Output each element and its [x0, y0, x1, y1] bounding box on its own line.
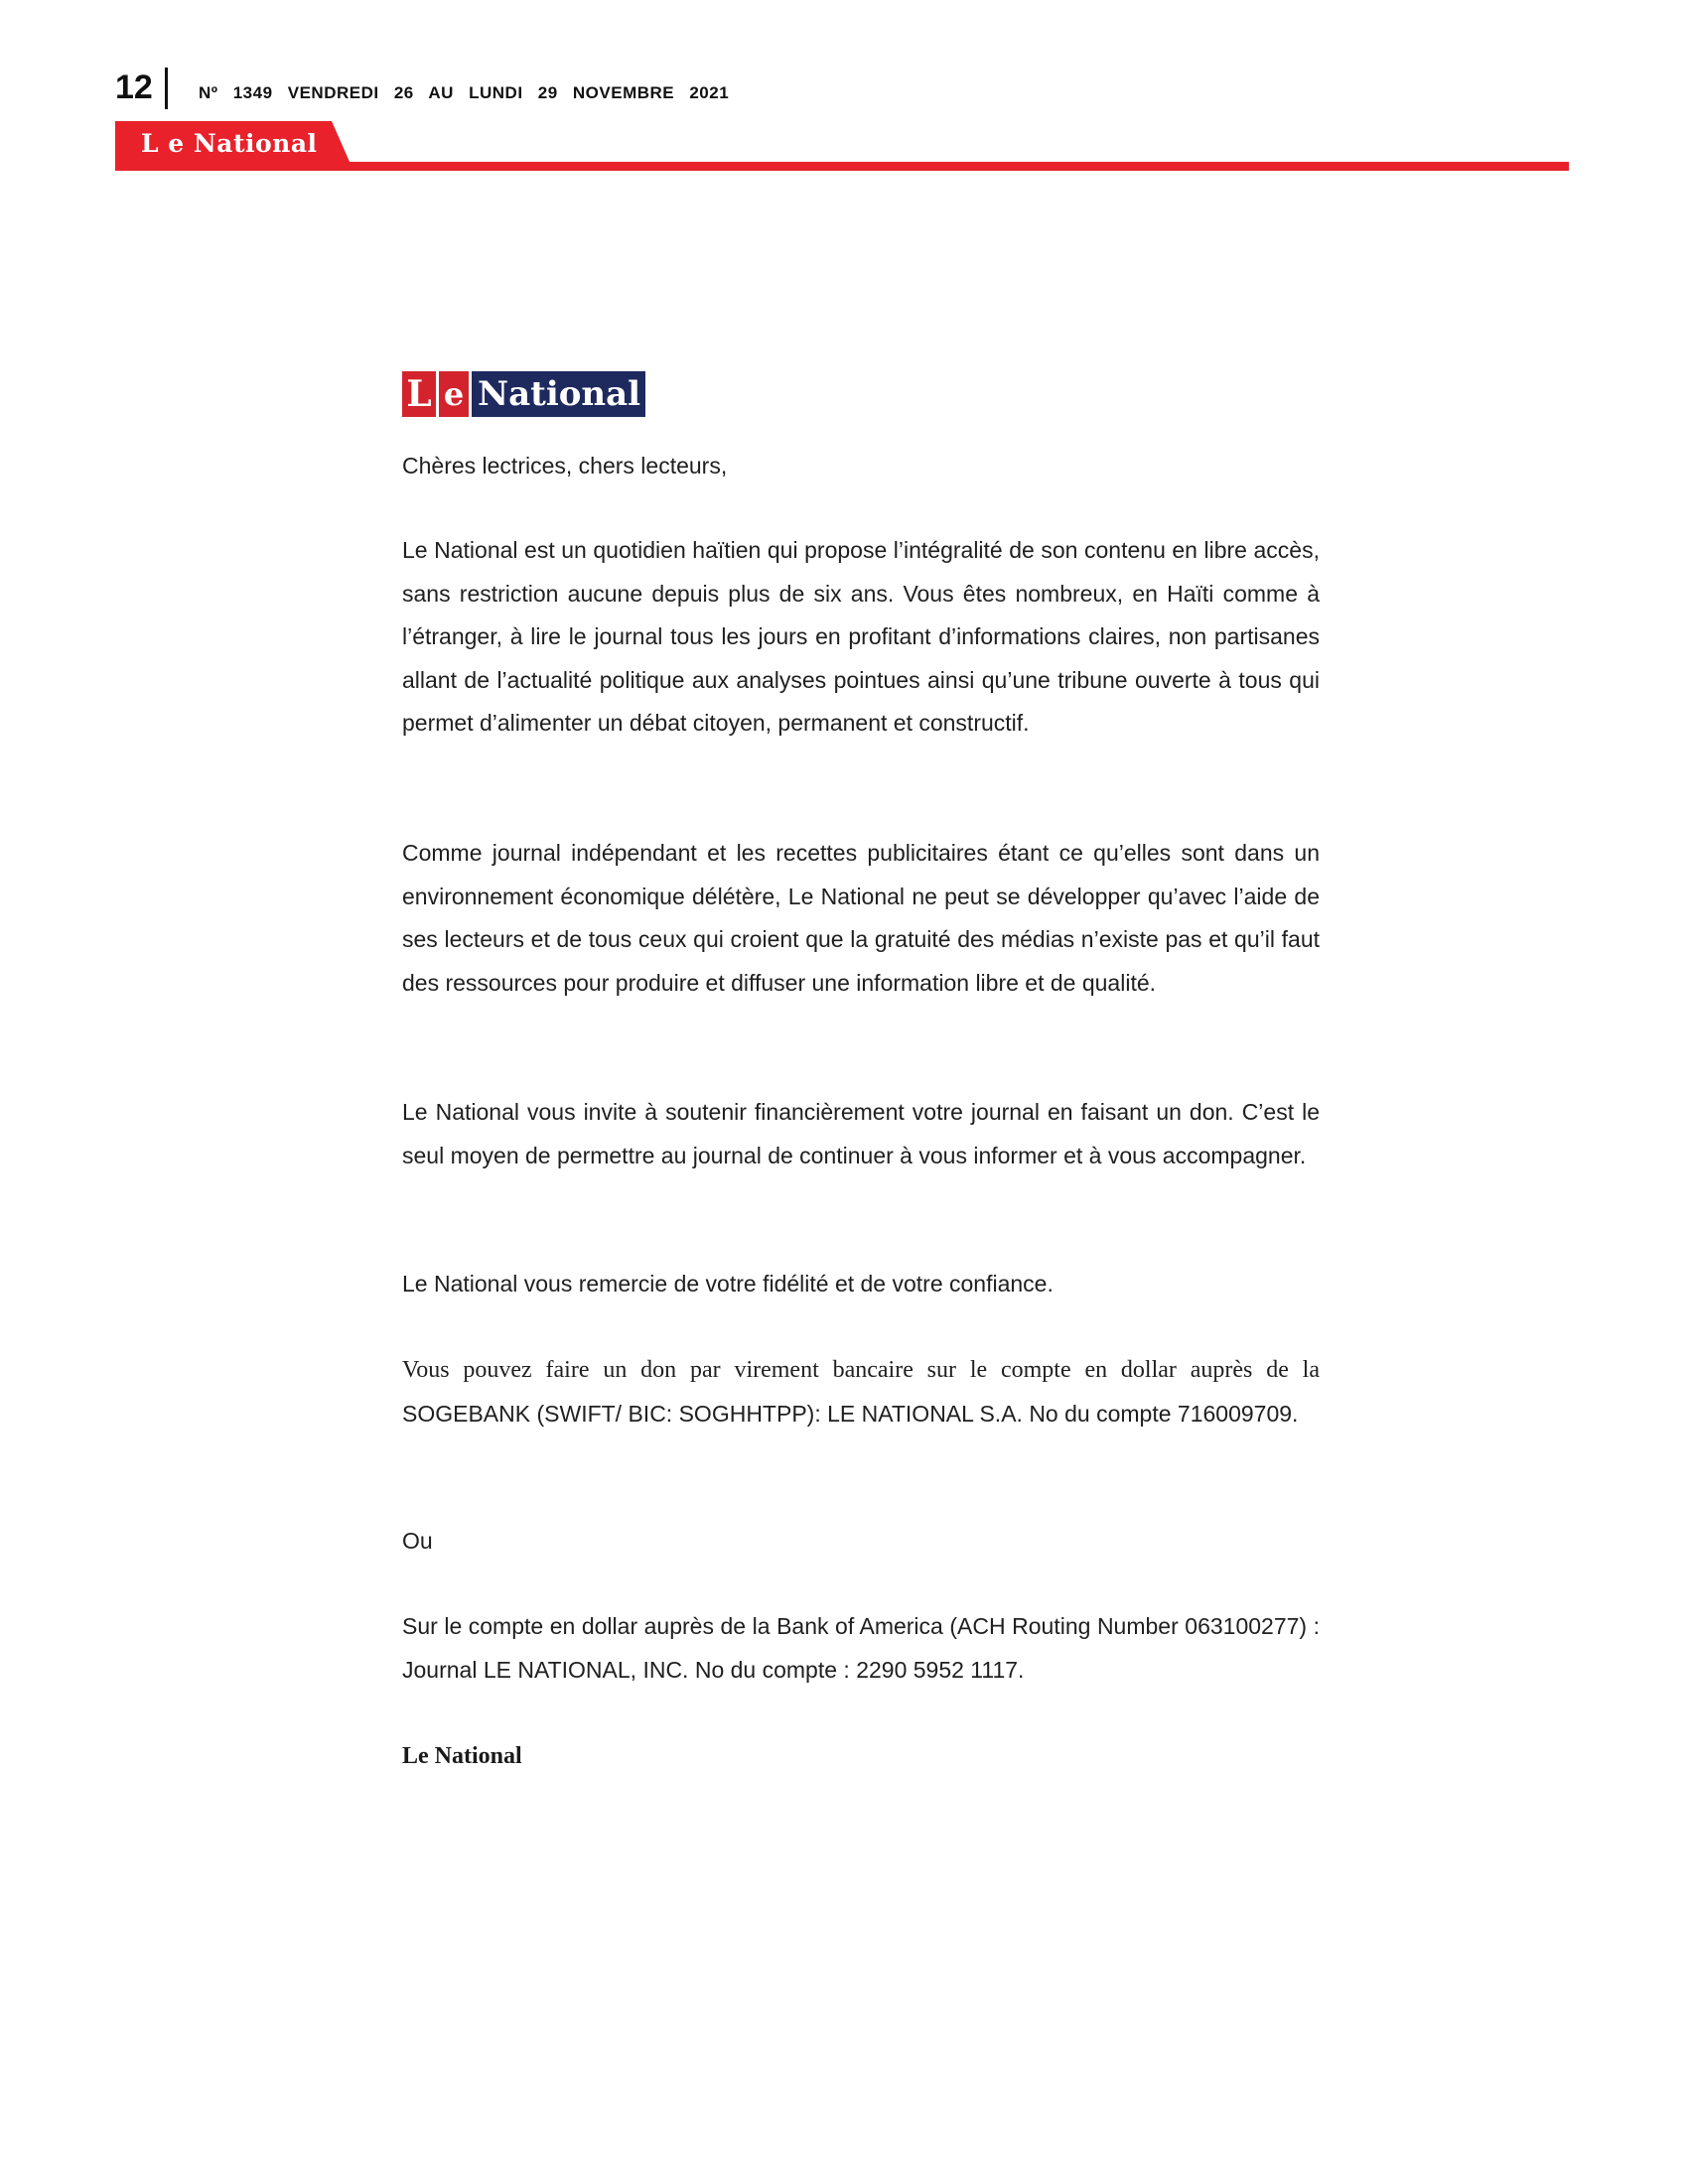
letter-greeting: Chères lectrices, chers lecteurs,: [402, 453, 728, 478]
logo-word-national: National: [472, 371, 645, 417]
issue-date-line: Nº 1349 VENDREDI 26 AU LUNDI 29 NOVEMBRE 2021: [199, 83, 730, 102]
letter-paragraph-2: Comme journal indépendant et les recettes publicitaires étant ce qu’elles sont dans un environnement économique délétère, Le National ne peut se développer qu’avec l’aide de ses lecteurs et de tous ceux qui croient que la gratuité des médias n’existe pas et qu’il faut des ressources pour produire et diffuser une information libre et de qualité.: [402, 840, 1320, 996]
letter-paragraph-3: Le National vous invite à soutenir financièrement votre journal en faisant un don. C’est le seul moyen de permettre au journal de continuer à vous informer et à vous accompagner.: [402, 1099, 1320, 1168]
le-national-logo: [402, 371, 645, 417]
logo-letter-e: e: [439, 371, 469, 417]
page-number-separator: [165, 68, 168, 109]
logo-letter-l: L: [402, 371, 436, 417]
letter-paragraph-bank-sogebank: [402, 1348, 1320, 1435]
letter-paragraph-bank-of-america: Sur le compte en dollar auprès de la Bank of America (ACH Routing Number 063100277) : Journal LE NATIONAL, INC. No du compte : 2290 5952 1117.: [402, 1613, 1320, 1683]
bank-intro-serif: Vous pouvez faire un don par virement bancaire sur le compte en dollar auprès de la: [402, 1357, 1320, 1383]
letter-paragraph-4: Le National vous remercie de votre fidélité et de votre confiance.: [402, 1271, 1054, 1297]
bank-sogebank-details: SOGEBANK (SWIFT/ BIC: SOGHHTPP): LE NATIONAL S.A. No du compte 716009709.: [402, 1400, 1299, 1427]
brand-tab-label: L e National: [141, 129, 318, 158]
letter-or: Ou: [402, 1528, 433, 1554]
header-red-rule: [115, 162, 1569, 171]
letter-signature: Le National: [402, 1743, 522, 1769]
letter-paragraph-1: Le National est un quotidien haïtien qui propose l’intégralité de son contenu en libre accès, sans restriction aucune depuis plus de six ans. Vous êtes nombreux, en Haïti comme à l’étranger, à lire le journal tous les jours en profitant d’informations claires, non partisanes allant de l’actualité politique aux analyses pointues ainsi qu’une tribune ouverte à tous qui permet d’alimenter un débat citoyen, permanent et constructif.: [402, 537, 1320, 736]
page-number: 12: [115, 68, 153, 106]
page-header: [0, 0, 1688, 179]
